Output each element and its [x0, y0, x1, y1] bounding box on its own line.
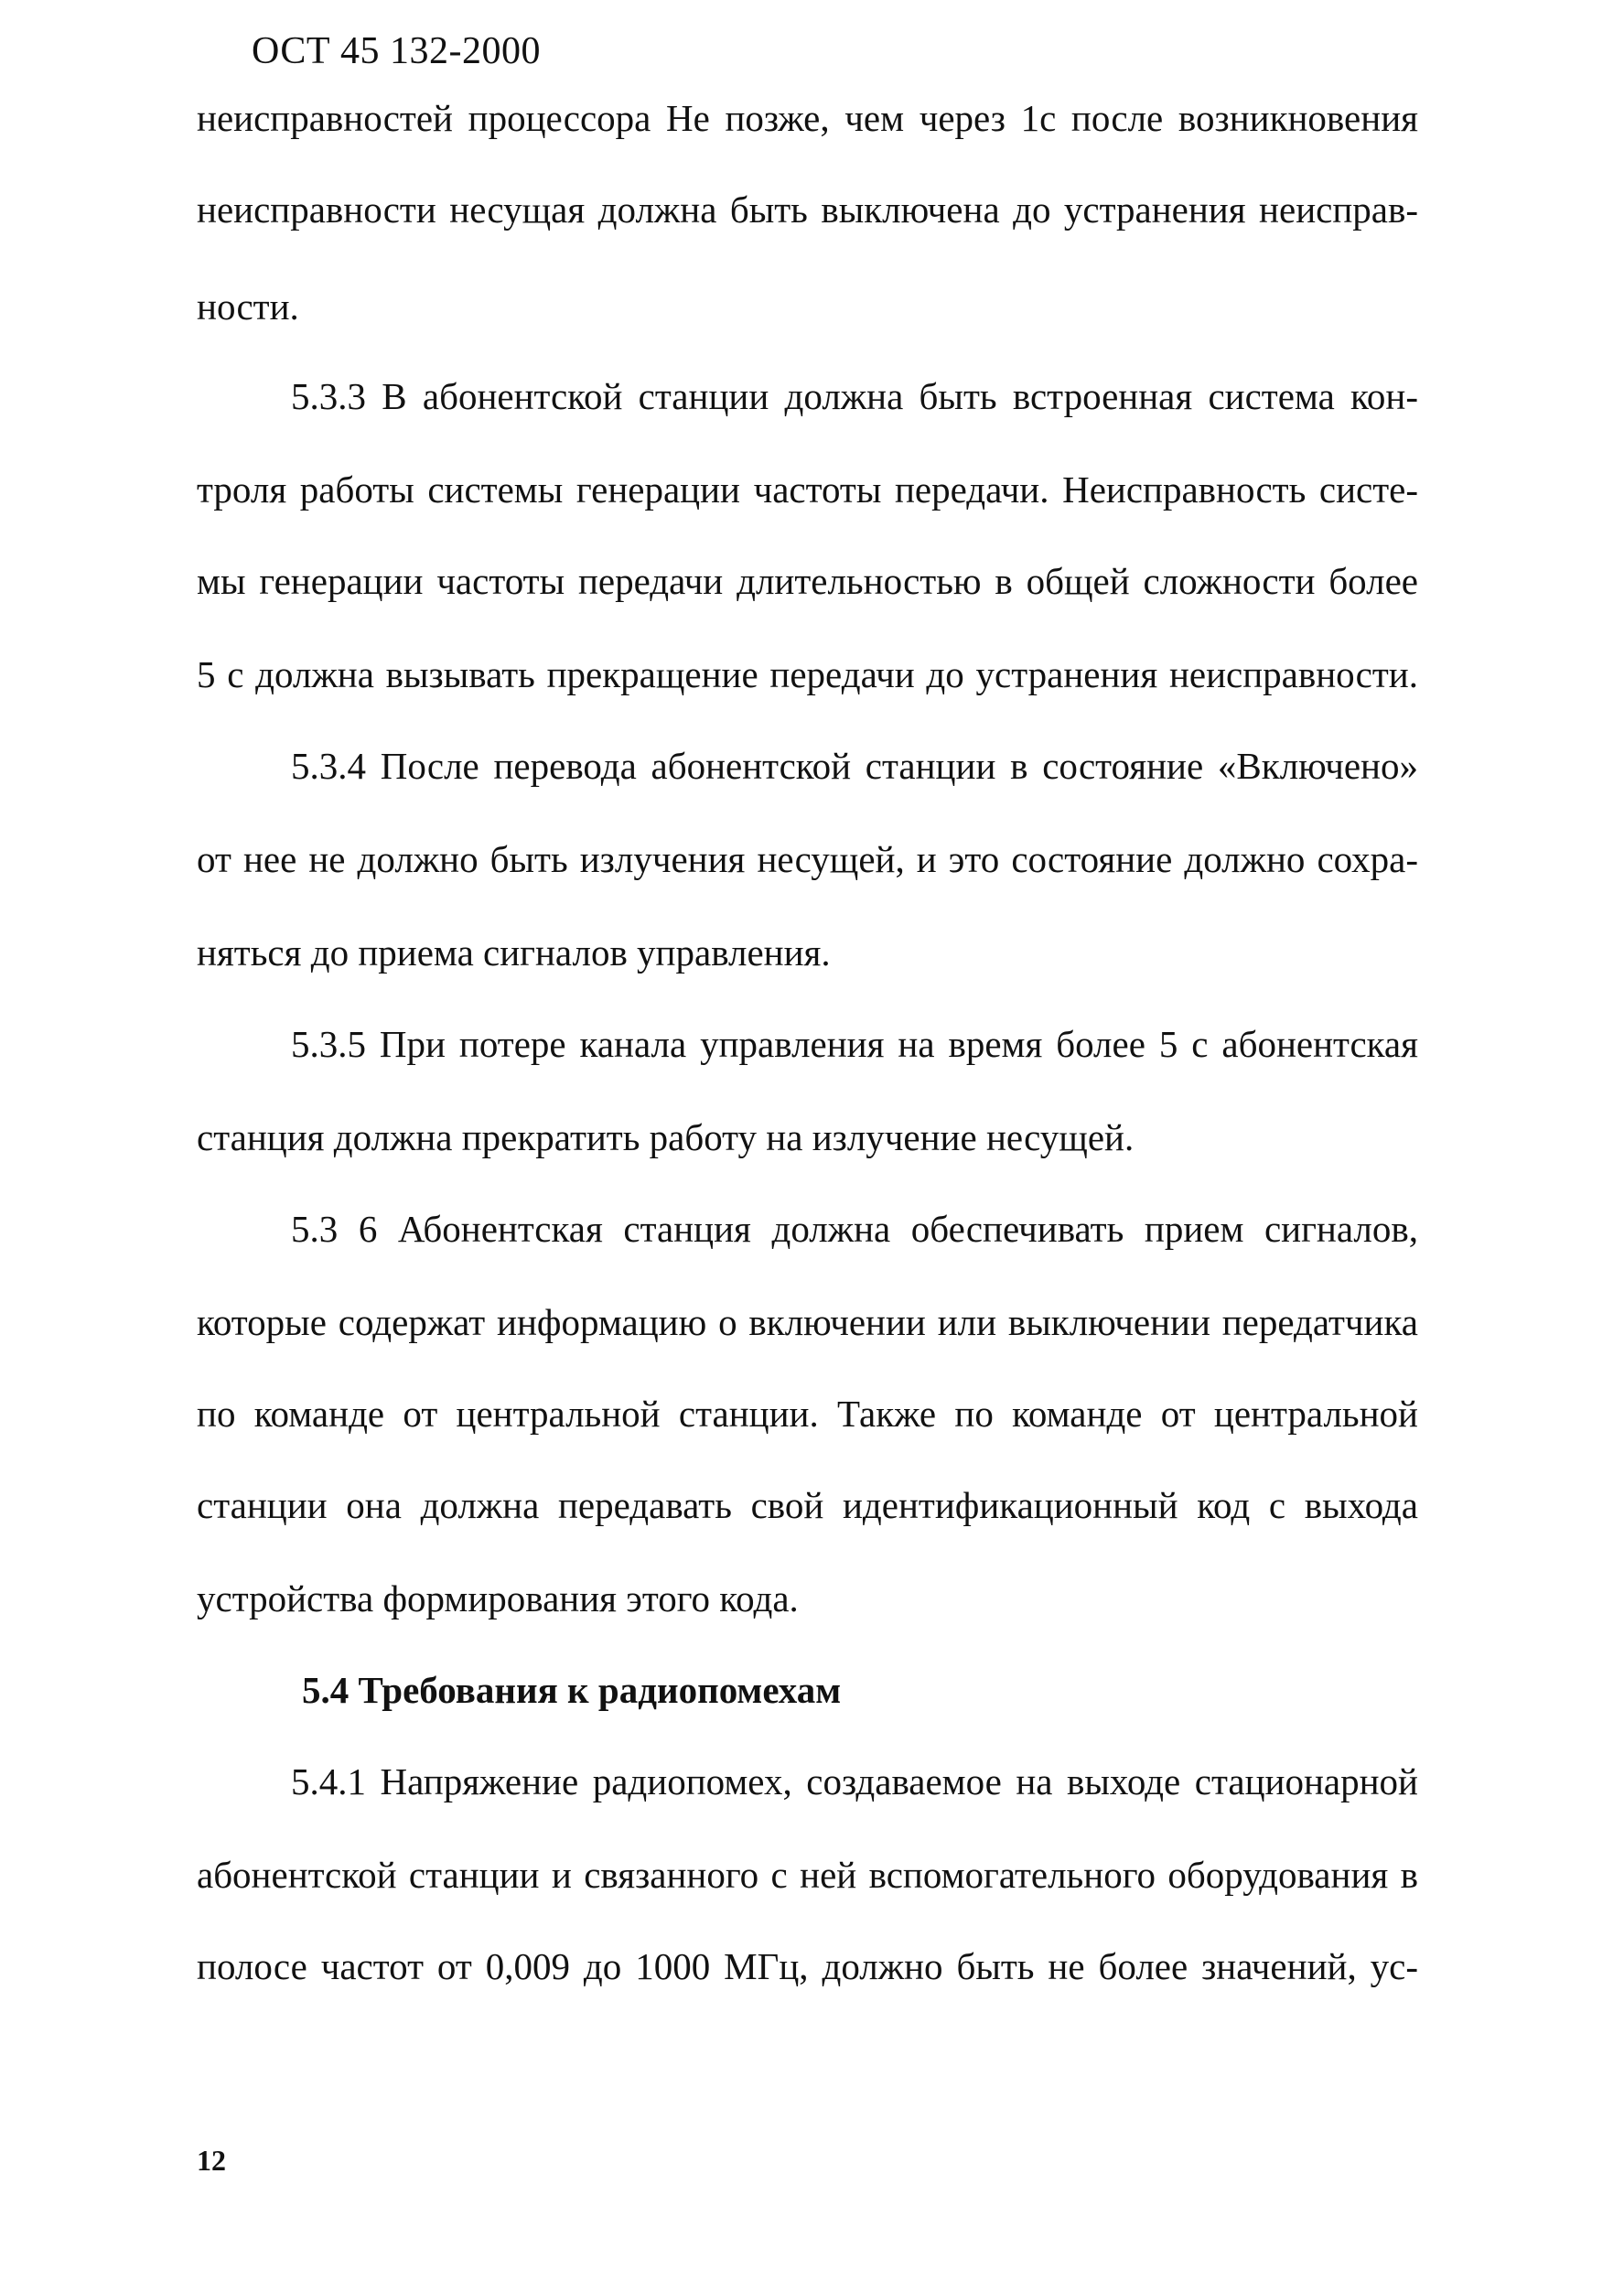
body-line: абонентской станции и связанного с ней вспомогательного оборудования в — [197, 1854, 1418, 1896]
body-line: 5 с должна вызывать прекращение передачи до устранения неисправности. — [197, 653, 1418, 695]
paragraph-5-3-3-start: 5.3.3 В абонентской станции должна быть встроенная система кон- — [291, 375, 1418, 417]
body-line: станция должна прекратить работу на излучение несущей. — [197, 1116, 1135, 1158]
page-number: 12 — [197, 2144, 226, 2177]
body-line: няться до приема сигналов управления. — [197, 931, 831, 974]
body-line: по команде от центральной станции. Также по команде от центральной — [197, 1393, 1418, 1435]
body-line: ности. — [197, 285, 299, 328]
paragraph-5-3-4-start: 5.3.4 После перевода абонентской станции в состояние «Включено» — [291, 745, 1418, 787]
body-line: мы генерации частоты передачи длительностью в общей сложности более — [197, 560, 1418, 602]
body-line: которые содержат информацию о включении или выключении передатчика — [197, 1301, 1418, 1343]
body-line: полосе частот от 0,009 до 1000 МГц, должно быть не более значений, ус- — [197, 1945, 1418, 1987]
paragraph-5-3-6-start: 5.3 6 Абонентская станция должна обеспечивать прием сигналов, — [291, 1208, 1418, 1250]
section-heading: 5.4 Требования к радиопомехам — [302, 1669, 842, 1711]
body-line: троля работы системы генерации частоты передачи. Неисправность систе- — [197, 468, 1418, 511]
body-line: станции она должна передавать свой идентификационный код с выхода — [197, 1484, 1418, 1526]
paragraph-5-4-1-start: 5.4.1 Напряжение радиопомех, создаваемое на выходе стационарной — [291, 1760, 1418, 1802]
body-line: неисправности несущая должна быть выключена до устранения неисправ- — [197, 188, 1418, 231]
body-line: неисправностей процессора Не позже, чем через 1с после возникновения — [197, 97, 1418, 139]
body-line: устройства формирования этого кода. — [197, 1577, 799, 1619]
body-line: от нее не должно быть излучения несущей, и это состояние должно сохра- — [197, 838, 1418, 880]
paragraph-5-3-5-start: 5.3.5 При потере канала управления на время более 5 с абонентская — [291, 1023, 1418, 1065]
document-code-header: ОСТ 45 132-2000 — [252, 30, 541, 72]
